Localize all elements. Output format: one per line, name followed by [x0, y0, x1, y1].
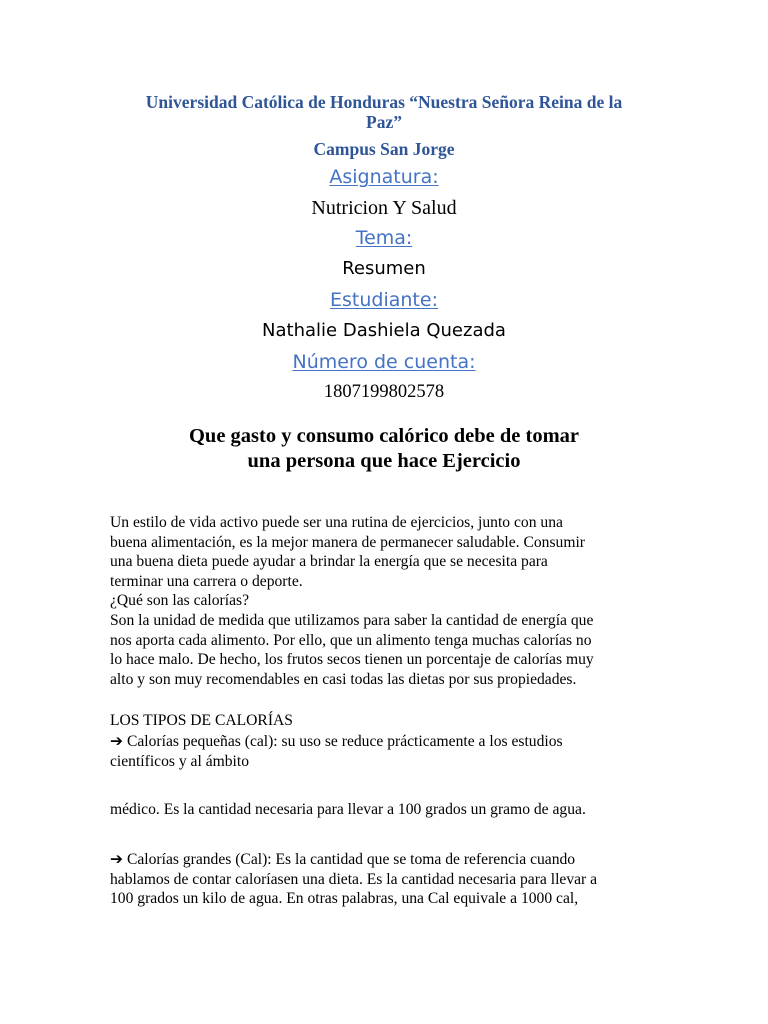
small-calories-continued: médico. Es la cantidad necesaria para llevar a 100 grados un gramo de agua.	[110, 801, 586, 818]
paragraph-line: una buena dieta puede ayudar a brindar la energía que se necesita para	[110, 553, 548, 571]
campus-name: Campus San Jorge	[313, 139, 455, 159]
topic-value: Resumen	[342, 258, 426, 279]
paragraph-line: Son la unidad de medida que utilizamos para saber la cantidad de energía que	[110, 611, 594, 629]
intro-paragraph	[110, 513, 670, 689]
university-name: Universidad Católica de Honduras “Nuestra Señora Reina de la Paz”	[145, 92, 623, 132]
paragraph-line: buena alimentación, es la mejor manera de permanecer saludable. Consumir	[110, 533, 585, 551]
student-value: Nathalie Dashiela Quezada	[262, 320, 506, 341]
subject-value: Nutricion Y Salud	[311, 197, 457, 219]
paragraph-line: nos aporta cada alimento. Por ello, que un alimento tenga muchas calorías no	[110, 631, 592, 649]
small-calories-item: ➔ Calorías pequeñas (cal): su uso se reduce prácticamente a los estudios científicos y al ámbito	[110, 733, 563, 770]
large-calories-item: ➔ Calorías grandes (Cal): Es la cantidad que se toma de referencia cuando hablamos de contar caloríasen una dieta. Es la cantidad necesaria para llevar a 100 grados un kilo de agua. En otras palabras, una Cal equivale a 1000 cal,	[110, 851, 598, 908]
topic-label: Tema:	[355, 227, 413, 249]
paragraph-line: alto y son muy recomendables en casi todas las dietas por sus propiedades.	[110, 670, 577, 688]
subject-label: Asignatura:	[329, 166, 439, 188]
account-label: Número de cuenta:	[292, 351, 476, 373]
paragraph-line: lo hace malo. De hecho, los frutos secos tienen un porcentaje de calorías muy	[110, 651, 594, 669]
calorie-types-heading: LOS TIPOS DE CALORÍAS	[110, 712, 293, 729]
paragraph-line: Un estilo de vida activo puede ser una rutina de ejercicios, junto con una	[110, 514, 563, 531]
paragraph-line: terminar una carrera o deporte.	[110, 572, 303, 590]
account-value: 1807199802578	[323, 382, 445, 402]
student-label: Estudiante:	[330, 289, 438, 311]
document-title: Que gasto y consumo calórico debe de tomar una persona que hace Ejercicio	[188, 425, 580, 472]
paragraph-line: ¿Qué son las calorías?	[110, 592, 249, 610]
